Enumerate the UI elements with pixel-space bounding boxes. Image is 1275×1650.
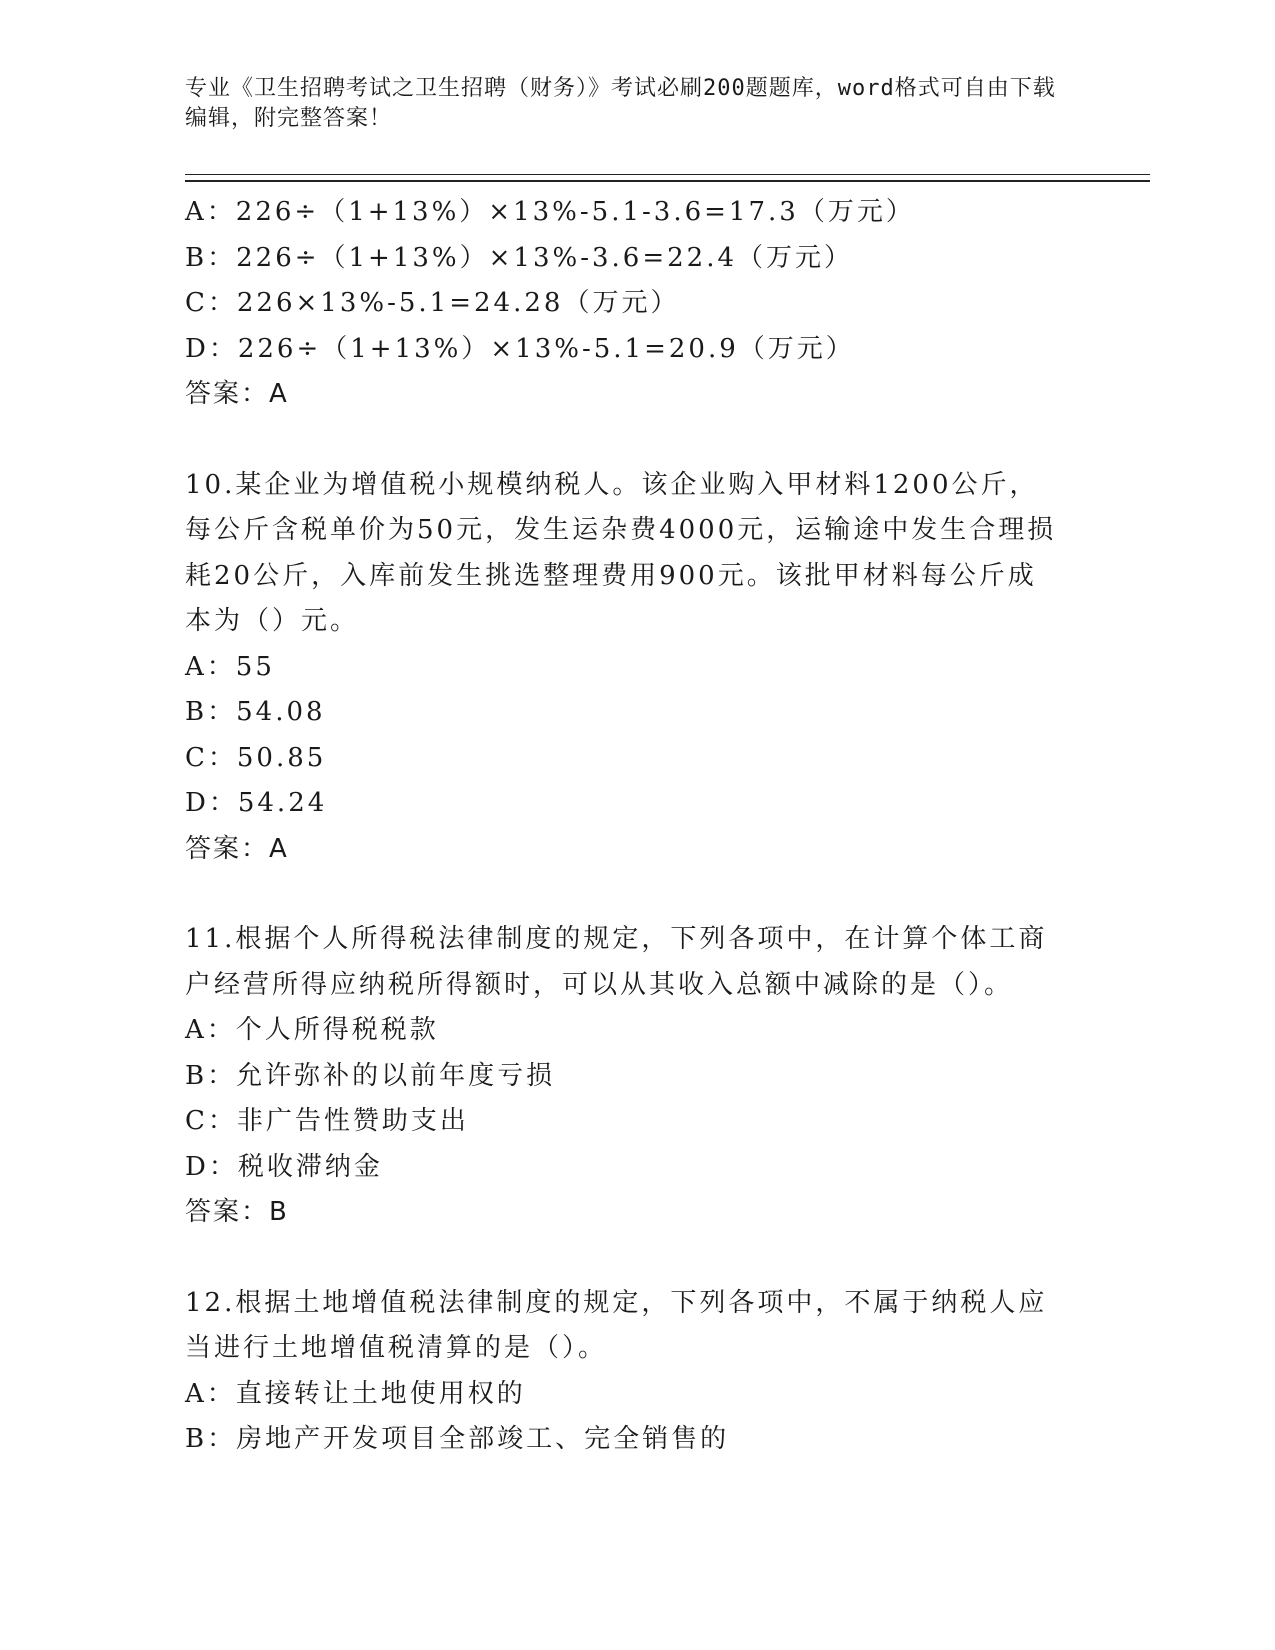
question-12 bbox=[185, 1281, 1085, 1463]
answer-line: 答案：A bbox=[185, 379, 289, 409]
answer-line: 答案：B bbox=[185, 1197, 289, 1227]
question-9 bbox=[185, 190, 1085, 418]
option-d: D：税收滞纳金 bbox=[185, 1151, 383, 1182]
option-a: A：55 bbox=[185, 651, 275, 682]
option-b: B：54.08 bbox=[185, 697, 326, 727]
questions-content bbox=[185, 190, 1085, 1463]
page-header: 专业《卫生招聘考试之卫生招聘（财务）》考试必刷200题题库，word格式可自由下载编辑，附完整答案！ bbox=[185, 76, 1056, 131]
question-text: 11.根据个人所得税法律制度的规定，下列各项中，在计算个体工商户经营所得应纳税所得额时，可以从其收入总额中减除的是（）。 bbox=[185, 924, 1048, 1000]
option-a: A：直接转让土地使用权的 bbox=[185, 1378, 526, 1409]
option-b: B：房地产开发项目全部竣工、完全销售的 bbox=[185, 1424, 730, 1454]
question-text: 10.某企业为增值税小规模纳税人。该企业购入甲材料1200公斤，每公斤含税单价为50元，发生运杂费4000元，运输途中发生合理损耗20公斤，入库前发生挑选整理费用900元。该批甲材料每公斤成本为（）元。 bbox=[185, 469, 1057, 636]
option-a: A：226÷（1+13%）×13%-5.1-3.6=17.3（万元） bbox=[185, 197, 915, 227]
option-a: A：个人所得税税款 bbox=[185, 1015, 439, 1045]
question-11 bbox=[185, 917, 1085, 1236]
question-10 bbox=[185, 463, 1085, 873]
option-b: B：226÷（1+13%）×13%-3.6=22.4（万元） bbox=[185, 242, 854, 273]
header-rule-thin bbox=[185, 174, 1150, 175]
option-c: C：50.85 bbox=[185, 742, 327, 773]
question-text: 12.根据土地增值税法律制度的规定，下列各项中，不属于纳税人应当进行土地增值税清算的是（）。 bbox=[185, 1287, 1048, 1363]
option-c: C：226×13%-5.1=24.28（万元） bbox=[185, 288, 680, 318]
answer-line: 答案：A bbox=[185, 833, 289, 864]
option-d: D：54.24 bbox=[185, 788, 328, 818]
header-rule-thick bbox=[185, 180, 1150, 182]
option-d: D：226÷（1+13%）×13%-5.1=20.9（万元） bbox=[185, 333, 855, 364]
option-c: C：非广告性赞助支出 bbox=[185, 1106, 469, 1136]
option-b: B：允许弥补的以前年度亏损 bbox=[185, 1060, 556, 1091]
